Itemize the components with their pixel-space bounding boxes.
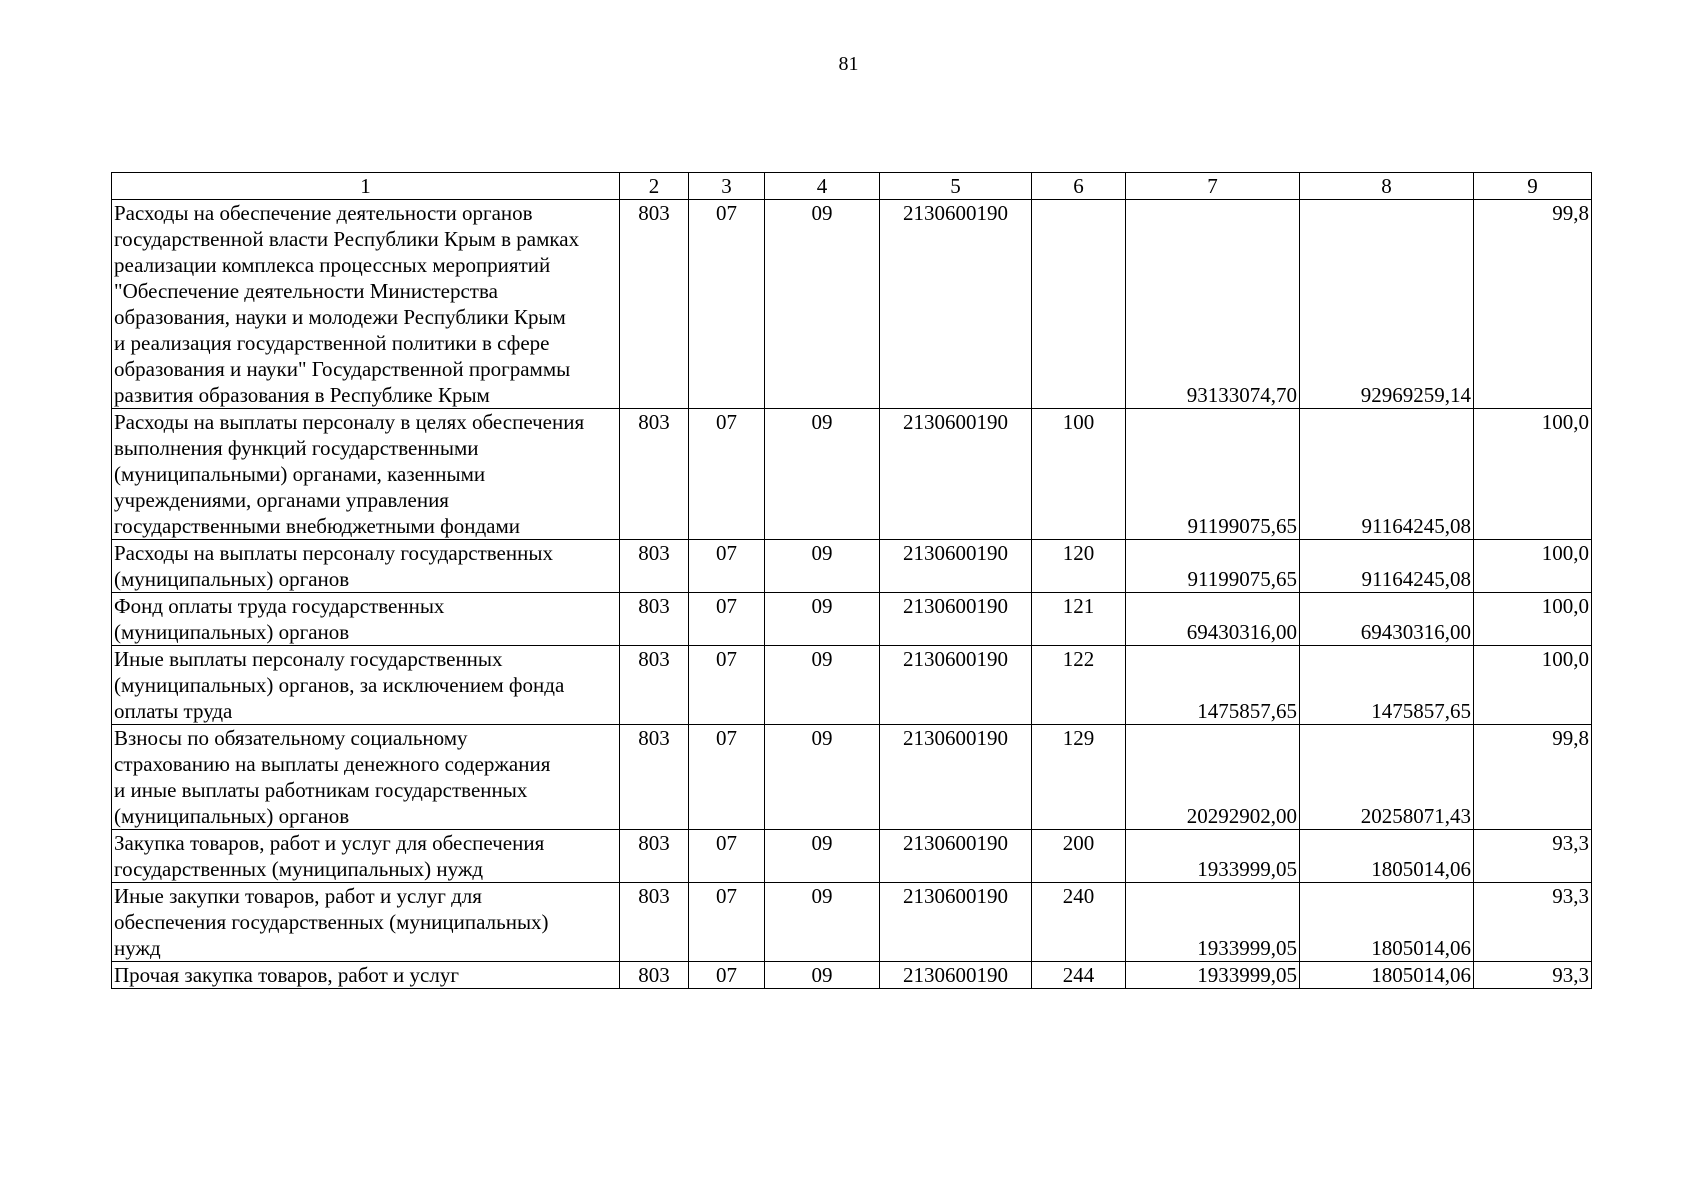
execution-percent: 100,0 — [1474, 593, 1592, 646]
table-row — [112, 962, 1592, 989]
table-row — [112, 540, 1592, 593]
ministry-code: 803 — [620, 883, 689, 962]
section-code: 07 — [689, 883, 765, 962]
column-header: 1 — [112, 173, 620, 200]
execution-percent: 93,3 — [1474, 830, 1592, 883]
executed-amount: 1805014,06 — [1300, 962, 1474, 989]
executed-amount: 1805014,06 — [1300, 883, 1474, 962]
ministry-code: 803 — [620, 540, 689, 593]
target-article-code: 2130600190 — [880, 962, 1032, 989]
table-row — [112, 830, 1592, 883]
section-code: 07 — [689, 830, 765, 883]
target-article-code: 2130600190 — [880, 593, 1032, 646]
executed-amount: 1475857,65 — [1300, 646, 1474, 725]
table-row — [112, 725, 1592, 830]
ministry-code: 803 — [620, 830, 689, 883]
table-row — [112, 409, 1592, 540]
target-article-code: 2130600190 — [880, 540, 1032, 593]
target-article-code: 2130600190 — [880, 646, 1032, 725]
row-description: Прочая закупка товаров, работ и услуг — [112, 962, 620, 989]
subsection-code: 09 — [765, 725, 880, 830]
expense-type-code: 129 — [1032, 725, 1126, 830]
expense-type-code: 200 — [1032, 830, 1126, 883]
ministry-code: 803 — [620, 962, 689, 989]
table-row — [112, 646, 1592, 725]
executed-amount: 91164245,08 — [1300, 409, 1474, 540]
subsection-code: 09 — [765, 593, 880, 646]
section-code: 07 — [689, 200, 765, 409]
execution-percent: 99,8 — [1474, 725, 1592, 830]
section-code: 07 — [689, 540, 765, 593]
expense-type-code — [1032, 200, 1126, 409]
row-description: Фонд оплаты труда государственных (муниципальных) органов — [112, 593, 620, 646]
executed-amount: 1805014,06 — [1300, 830, 1474, 883]
planned-amount: 1933999,05 — [1126, 830, 1300, 883]
column-header: 2 — [620, 173, 689, 200]
row-description: Расходы на выплаты персоналу в целях обеспечения выполнения функций государственными (муниципальными) органами, казенными учреждениями, органами управления государственными внебюджетными фондами — [112, 409, 620, 540]
column-header: 5 — [880, 173, 1032, 200]
column-header: 7 — [1126, 173, 1300, 200]
target-article-code: 2130600190 — [880, 200, 1032, 409]
column-header: 8 — [1300, 173, 1474, 200]
planned-amount: 93133074,70 — [1126, 200, 1300, 409]
table-row — [112, 200, 1592, 409]
subsection-code: 09 — [765, 830, 880, 883]
expense-type-code: 100 — [1032, 409, 1126, 540]
subsection-code: 09 — [765, 646, 880, 725]
ministry-code: 803 — [620, 409, 689, 540]
column-header: 3 — [689, 173, 765, 200]
row-description: Расходы на обеспечение деятельности органов государственной власти Республики Крым в рамках реализации комплекса процессных мероприятий "Обеспечение деятельности Министерства образования, науки и молодежи Республики Крым и реализация государственной политики в сфере образования и науки" Государственной программы развития образования в Республике Крым — [112, 200, 620, 409]
column-header: 4 — [765, 173, 880, 200]
subsection-code: 09 — [765, 200, 880, 409]
ministry-code: 803 — [620, 593, 689, 646]
expense-type-code: 120 — [1032, 540, 1126, 593]
row-description: Взносы по обязательному социальному страхованию на выплаты денежного содержания и иные выплаты работникам государственных (муниципальных) органов — [112, 725, 620, 830]
subsection-code: 09 — [765, 962, 880, 989]
execution-percent: 100,0 — [1474, 646, 1592, 725]
subsection-code: 09 — [765, 540, 880, 593]
table-header-row — [112, 173, 1592, 200]
ministry-code: 803 — [620, 200, 689, 409]
target-article-code: 2130600190 — [880, 725, 1032, 830]
column-header: 6 — [1032, 173, 1126, 200]
execution-percent: 100,0 — [1474, 540, 1592, 593]
section-code: 07 — [689, 409, 765, 540]
planned-amount: 1933999,05 — [1126, 883, 1300, 962]
section-code: 07 — [689, 725, 765, 830]
expense-type-code: 240 — [1032, 883, 1126, 962]
execution-percent: 100,0 — [1474, 409, 1592, 540]
planned-amount: 91199075,65 — [1126, 540, 1300, 593]
planned-amount: 1475857,65 — [1126, 646, 1300, 725]
table-row — [112, 883, 1592, 962]
executed-amount: 92969259,14 — [1300, 200, 1474, 409]
target-article-code: 2130600190 — [880, 409, 1032, 540]
executed-amount: 69430316,00 — [1300, 593, 1474, 646]
row-description: Иные закупки товаров, работ и услуг для обеспечения государственных (муниципальных) нужд — [112, 883, 620, 962]
row-description: Закупка товаров, работ и услуг для обеспечения государственных (муниципальных) нужд — [112, 830, 620, 883]
section-code: 07 — [689, 646, 765, 725]
column-header: 9 — [1474, 173, 1592, 200]
ministry-code: 803 — [620, 646, 689, 725]
executed-amount: 20258071,43 — [1300, 725, 1474, 830]
subsection-code: 09 — [765, 409, 880, 540]
execution-percent: 93,3 — [1474, 883, 1592, 962]
target-article-code: 2130600190 — [880, 883, 1032, 962]
expense-type-code: 121 — [1032, 593, 1126, 646]
ministry-code: 803 — [620, 725, 689, 830]
table-row — [112, 593, 1592, 646]
section-code: 07 — [689, 593, 765, 646]
planned-amount: 20292902,00 — [1126, 725, 1300, 830]
row-description: Иные выплаты персоналу государственных (муниципальных) органов, за исключением фонда оплаты труда — [112, 646, 620, 725]
budget-table — [111, 172, 1592, 989]
page-number: 81 — [838, 53, 859, 75]
expense-type-code: 122 — [1032, 646, 1126, 725]
subsection-code: 09 — [765, 883, 880, 962]
planned-amount: 69430316,00 — [1126, 593, 1300, 646]
row-description: Расходы на выплаты персоналу государственных (муниципальных) органов — [112, 540, 620, 593]
execution-percent: 93,3 — [1474, 962, 1592, 989]
execution-percent: 99,8 — [1474, 200, 1592, 409]
executed-amount: 91164245,08 — [1300, 540, 1474, 593]
expense-type-code: 244 — [1032, 962, 1126, 989]
section-code: 07 — [689, 962, 765, 989]
target-article-code: 2130600190 — [880, 830, 1032, 883]
planned-amount: 1933999,05 — [1126, 962, 1300, 989]
planned-amount: 91199075,65 — [1126, 409, 1300, 540]
